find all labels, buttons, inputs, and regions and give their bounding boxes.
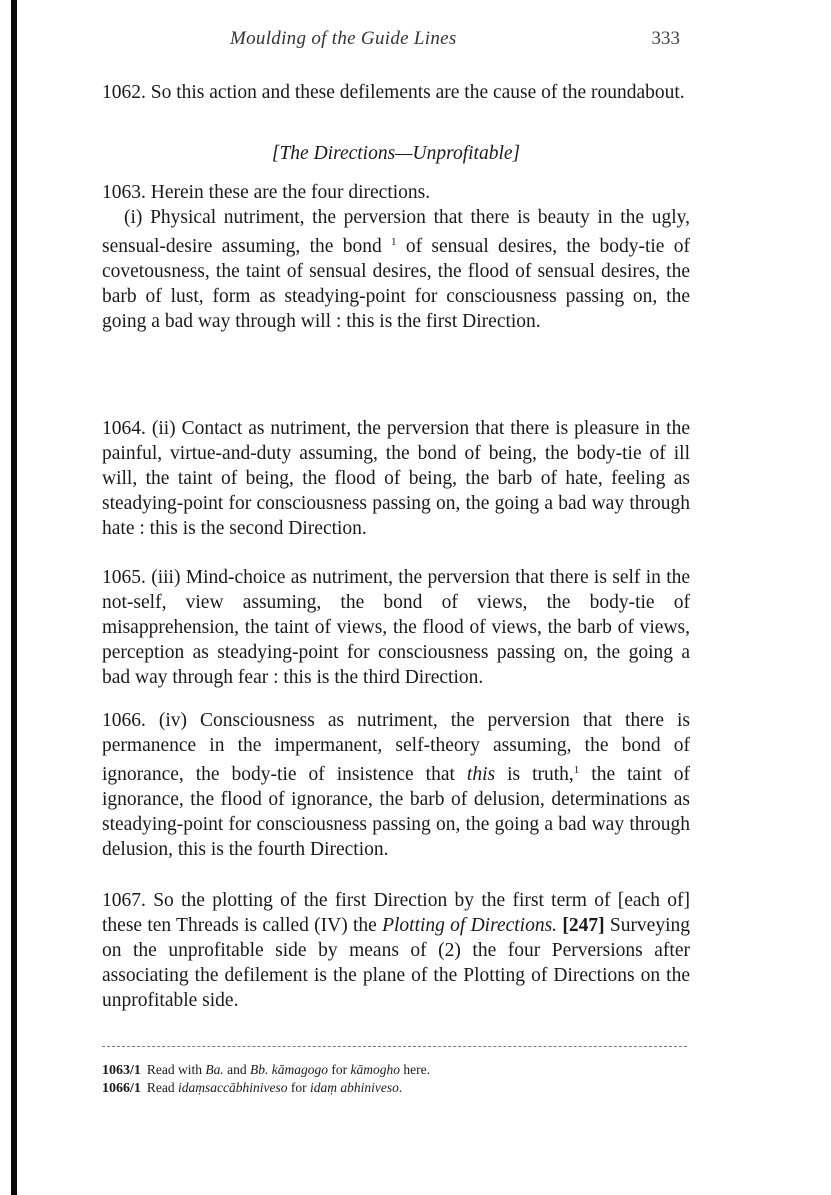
paragraph-text: Physical nutriment, the perversion that there is beauty in the ugly, sensual-desire assuming, the bond — [102, 207, 690, 257]
footnote-italic: Bb. — [250, 1062, 269, 1077]
paragraph-number: 1066. — [102, 710, 146, 731]
footnote-text: for — [287, 1080, 310, 1095]
footnote — [102, 1079, 690, 1097]
paragraph-1064 — [102, 416, 690, 541]
direction-marker: (i) — [124, 207, 143, 228]
page-binding-edge — [11, 0, 17, 1195]
paragraph-text: Herein these are the four directions. — [150, 182, 431, 203]
paragraph-text: Surveying on the unprofitable side by means of (2) the four Perversions after associating the defilement is the plane of the Plotting of Directions on the unprofitable side. — [102, 915, 691, 1011]
footnotes — [102, 1061, 690, 1097]
page-number: 333 — [651, 28, 680, 49]
paragraph-text: Mind-choice as nutriment, the perversion that there is self in the not-self, view assuming, the bond of views, the body-tie of misapprehension, the taint of views, the flood of views, the barb of views, perception as steadying-point for consciousness passing on, the going a bad way through fear : this is the third Direction. — [102, 567, 691, 688]
paragraph-number: 1065. — [102, 567, 146, 588]
paragraph-number: 1064. — [102, 418, 146, 439]
footnote-italic: kāmagogo — [271, 1062, 329, 1077]
italic-title: Plotting of Directions. — [382, 915, 558, 936]
paragraph-text: the taint of ignorance, the flood of ignorance, the barb of delusion, determinations as steadying-point for consciousness passing on, the going a bad way through delusion, this is the fourth Direction. — [102, 764, 691, 860]
footnote-mark[interactable]: 1 — [391, 236, 397, 248]
footnote-mark[interactable]: 1 — [573, 764, 580, 776]
footnote-ref: 1066/1 — [102, 1081, 141, 1096]
paragraph-number: 1062. — [102, 82, 146, 103]
paragraph-text: So this action and these defilements are the cause of the roundabout. — [150, 82, 685, 103]
footnote-text: for — [328, 1062, 351, 1077]
footnote-ref: 1063/1 — [102, 1063, 141, 1078]
paragraph-1067 — [102, 888, 690, 1013]
direction-marker: (iii) — [151, 567, 181, 588]
running-head — [102, 28, 690, 58]
paragraph-1063 — [102, 180, 690, 334]
direction-marker: (ii) — [151, 418, 176, 439]
footnote-italic: idaṃsaccābhiniveso — [178, 1080, 288, 1095]
italic-emphasis: this — [466, 764, 496, 785]
paragraph-number: 1063. — [102, 182, 146, 203]
footnote-divider — [102, 1046, 687, 1047]
footnote-text: Read with — [146, 1062, 206, 1077]
footnote-text: and — [223, 1062, 251, 1077]
footnote-text: here. — [400, 1062, 430, 1077]
paragraph-1062 — [102, 80, 690, 105]
paragraph-1066 — [102, 708, 690, 862]
footnote-italic: kāmogho — [350, 1062, 401, 1077]
footnote-text: . — [398, 1080, 403, 1095]
footnote — [102, 1061, 690, 1079]
paragraph-1065 — [102, 565, 690, 690]
direction-first — [102, 205, 690, 334]
direction-marker: (iv) — [158, 710, 188, 731]
paragraph-text: So the plotting of the first Direction by the first term of [each of] these ten Threads is called (IV) the — [102, 890, 690, 936]
footnote-text: Read — [146, 1080, 179, 1095]
running-title: Moulding of the Guide Lines — [230, 28, 457, 49]
page-reference: [247] — [562, 915, 605, 936]
paragraph-text: of sensual desires, the body-tie of covetousness, the taint of sensual desires, the flood of sensual desires, the barb of lust, form as steadying-point for consciousness passing on, the going a bad way through will : this is the first Direction. — [102, 236, 691, 332]
paragraph-text: is truth, — [507, 764, 574, 785]
footnote-italic: idaṃ abhiniveso — [310, 1080, 399, 1095]
footnote-italic: Ba. — [205, 1062, 224, 1077]
paragraph-text: Consciousness as nutriment, the perversion that there is permanence in the impermanent, self-theory assuming, the bond of ignorance, the body-tie of insistence that — [102, 710, 691, 785]
section-heading: [The Directions—Unprofitable] — [271, 143, 521, 164]
paragraph-text: Contact as nutriment, the perversion that there is pleasure in the painful, virtue-and-duty assuming, the bond of being, the body-tie of ill will, the taint of being, the flood of being, the barb of hate, feeling as steadying-point for consciousness passing on, the going a bad way through hate : this is the second Direction. — [102, 418, 691, 539]
paragraph-number: 1067. — [102, 890, 146, 911]
